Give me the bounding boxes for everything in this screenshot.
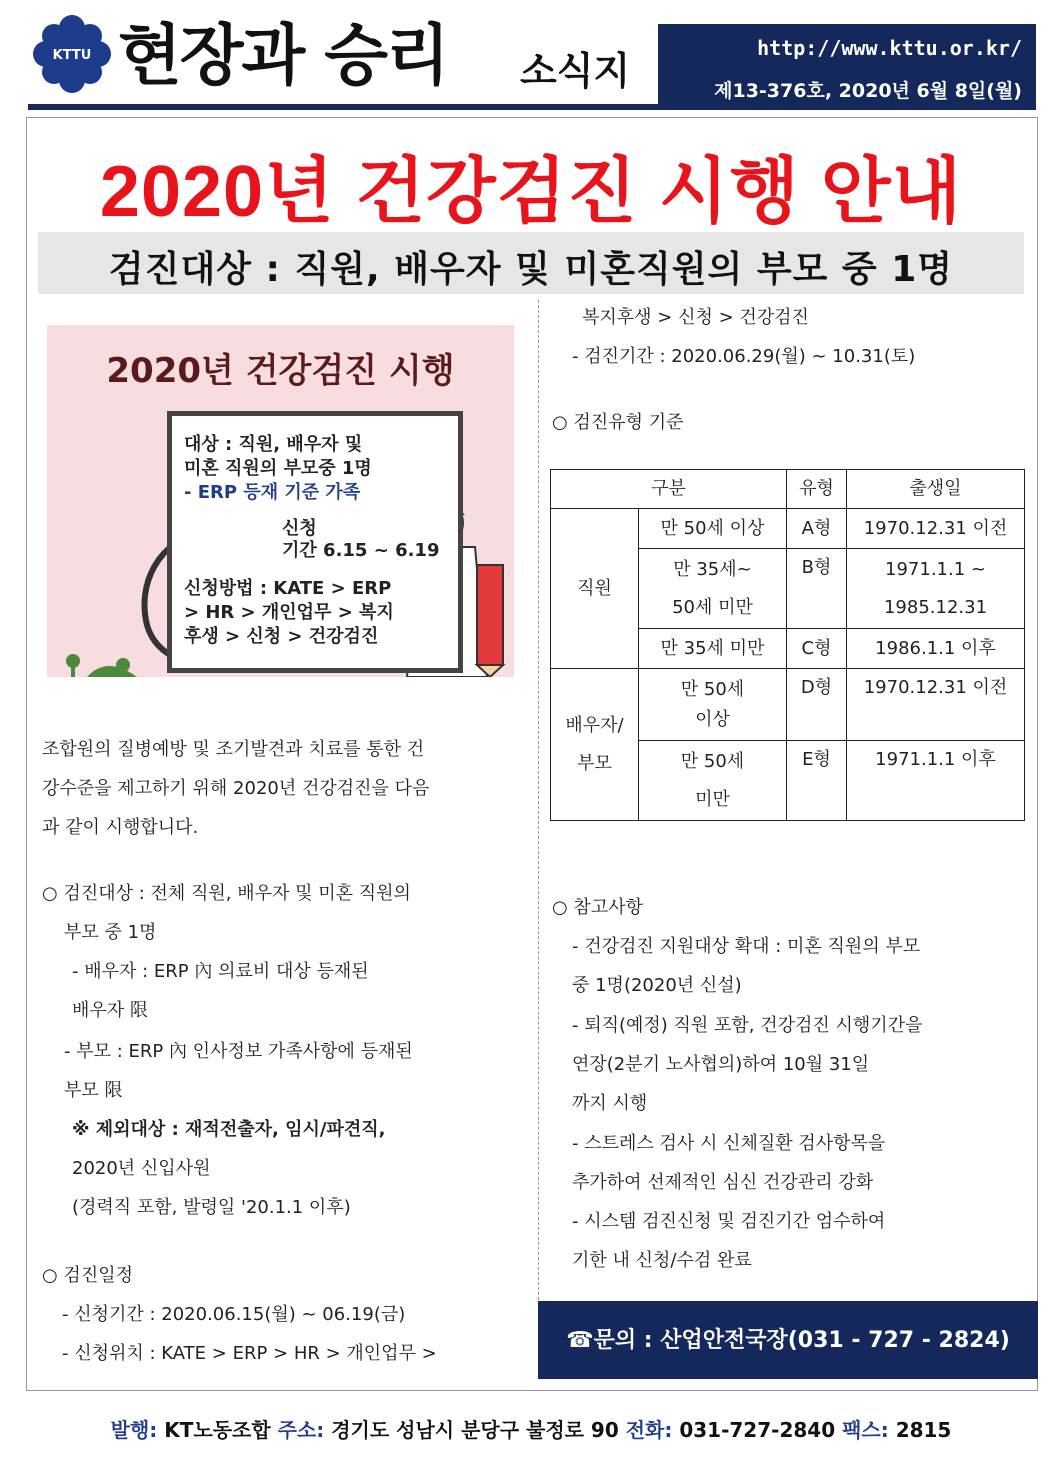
- table-cell-age: 만 50세 이상: [638, 508, 787, 549]
- masthead-rule: [28, 104, 658, 110]
- footer-publisher: KT노동조합: [164, 1418, 271, 1442]
- footer-phone: 031-727-2840: [679, 1418, 836, 1442]
- masthead: [0, 0, 1062, 112]
- schedule-line: - 신청기간 : 2020.06.15(월) ~ 06.19(금): [62, 1304, 406, 1325]
- intro-line: 조합원의 질병예방 및 조기발견과 치료를 통한 건: [42, 739, 425, 760]
- poster-line: 대상 : 직원, 배우자 및: [184, 434, 363, 455]
- table-group-staff: 직원: [550, 508, 639, 669]
- issue-info: 제13-376호, 2020년 6월 8일(월): [714, 80, 1022, 102]
- checkup-type-table: [550, 469, 1025, 821]
- footer-publisher-key: 발행:: [110, 1418, 158, 1442]
- footer-address: 경기도 성남시 분당구 불정로 90: [331, 1418, 619, 1442]
- poster-image: [47, 325, 514, 677]
- table-cell-age: 만 50세 이상: [638, 668, 787, 741]
- target-line: - 부모 : ERP 內 인사정보 가족사항에 등재된: [64, 1041, 413, 1062]
- table-cell-type: B형: [786, 548, 847, 629]
- notes-line: 중 1명(2020년 신설): [572, 975, 742, 996]
- notes-line: 연장(2분기 노사협의)하여 10월 31일: [572, 1054, 870, 1075]
- table-cell-age: 만 35세~ 50세 미만: [638, 548, 787, 629]
- target-line: - 배우자 : ERP 內 의료비 대상 등재된: [72, 961, 369, 982]
- type-heading: ○ 검진유형 기준: [552, 412, 684, 433]
- table-cell-age: 만 50세 미만: [638, 740, 787, 821]
- notes-line: - 건강검진 지원대상 확대 : 미혼 직원의 부모: [572, 936, 921, 957]
- poster-line: 신청방법 : KATE > ERP: [184, 578, 392, 599]
- intro-line: 강수준을 제고하기 위해 2020년 건강검진을 다음: [42, 778, 430, 799]
- plant-icon: [66, 654, 137, 677]
- table-cell-birth: 1971.1.1 이후: [846, 740, 1025, 821]
- site-url-link[interactable]: http://www.kttu.or.kr/: [757, 36, 1022, 60]
- table-cell-type: C형: [786, 628, 847, 669]
- contact-box: [538, 1301, 1038, 1379]
- poster-line: 후생 > 신청 > 건강검진: [184, 626, 379, 647]
- newsletter-title: 현장과 승리: [118, 16, 448, 94]
- table-cell-birth: 1986.1.1 이후: [846, 628, 1025, 669]
- table-cell-birth: 1971.1.1 ~ 1985.12.31: [846, 548, 1025, 629]
- notes-heading: ○ 참고사항: [552, 897, 643, 918]
- kttu-logo-icon: [32, 14, 112, 94]
- notes-line: 기한 내 신청/수검 완료: [572, 1250, 752, 1271]
- target-line: 배우자 限: [72, 1000, 148, 1021]
- pencil-icon: [477, 565, 503, 677]
- exclusion-line: ※ 제외대상 : 재적전출자, 임시/파견직,: [72, 1119, 386, 1140]
- masthead-info-box: [658, 24, 1036, 110]
- schedule-line: 복지후생 > 신청 > 건강검진: [582, 307, 809, 328]
- column-divider: [538, 300, 539, 1300]
- logo-text: KTTU: [52, 48, 92, 63]
- table-cell-age: 만 35세 미만: [638, 628, 787, 669]
- contact-text: ☎문의 : 산업안전국장(031 - 727 - 2824): [566, 1328, 1010, 1353]
- table-cell-birth: 1970.12.31 이전: [846, 508, 1025, 549]
- schedule-line: - 신청위치 : KATE > ERP > HR > 개인업무 >: [62, 1343, 437, 1364]
- page-headline: 2020년 건강검진 시행 안내: [99, 152, 963, 232]
- table-header: 출생일: [846, 469, 1025, 509]
- notes-line: 까지 시행: [572, 1093, 648, 1114]
- poster-line: 신청: [282, 518, 317, 539]
- table-header: 유형: [786, 469, 847, 509]
- poster-line: - ERP 등재 기준 가족: [184, 482, 361, 503]
- poster-line: > HR > 개인업무 > 복지: [184, 602, 394, 623]
- poster-title: 2020년 건강검진 시행: [106, 351, 455, 391]
- table-cell-type: D형: [786, 668, 847, 741]
- footer-fax: 2815: [895, 1418, 952, 1442]
- exclusion-line: 2020년 신입사원: [72, 1158, 211, 1179]
- table-cell-type: A형: [786, 508, 847, 549]
- table-cell-type: E형: [786, 740, 847, 821]
- schedule-line: - 검진기간 : 2020.06.29(월) ~ 10.31(토): [572, 346, 916, 367]
- footer-fax-key: 팩스:: [842, 1418, 889, 1442]
- notes-line: 추가하여 선제적인 심신 건강관리 강화: [572, 1172, 874, 1193]
- notes-line: - 스트레스 검사 시 신체질환 검사항목을: [572, 1133, 886, 1154]
- intro-line: 과 같이 시행합니다.: [42, 817, 199, 838]
- subhead-bar: [38, 232, 1024, 294]
- target-line: 부모 限: [64, 1080, 123, 1101]
- table-cell-birth: 1970.12.31 이전: [846, 668, 1025, 741]
- table-group-family: 배우자/ 부모: [550, 668, 639, 821]
- poster-line: 기간 6.15 ~ 6.19: [282, 540, 440, 561]
- notes-line: - 시스템 검진신청 및 검진기간 엄수하여: [572, 1211, 886, 1232]
- notes-line: - 퇴직(예정) 직원 포함, 건강검진 시행기간을: [572, 1015, 923, 1036]
- schedule-heading: ○ 검진일정: [42, 1265, 133, 1286]
- footer-phone-key: 전화:: [625, 1418, 673, 1442]
- target-heading: ○ 검진대상 : 전체 직원, 배우자 및 미혼 직원의: [42, 883, 411, 904]
- exclusion-line: (경력직 포함, 발령일 '20.1.1 이후): [72, 1197, 351, 1218]
- poster-line: 미혼 직원의 부모중 1명: [184, 458, 372, 479]
- page-subhead: 검진대상 : 직원, 배우자 및 미혼직원의 부모 중 1명: [108, 249, 954, 290]
- poster-board: [167, 411, 463, 673]
- footer: [0, 1414, 1062, 1443]
- newsletter-subtitle: 소식지: [520, 48, 631, 93]
- footer-address-key: 주소:: [277, 1418, 325, 1442]
- target-line: 부모 중 1명: [64, 922, 157, 943]
- table-header: 구분: [550, 469, 787, 509]
